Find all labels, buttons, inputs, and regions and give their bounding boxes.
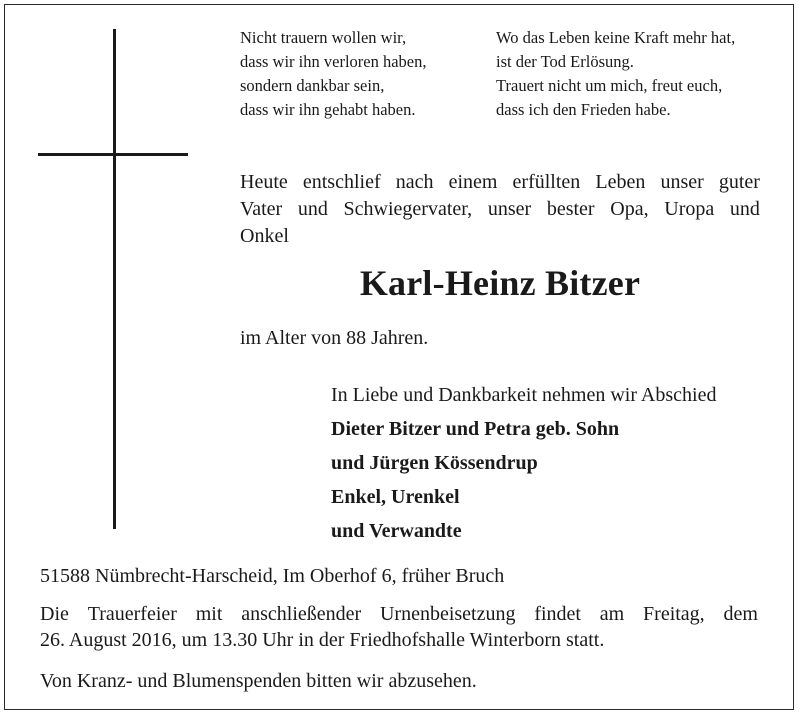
poem-right-line: Wo das Leben keine Kraft mehr hat, [496,28,736,47]
announcement-line [240,223,760,250]
word: erfüllten [512,171,581,193]
word: und [297,198,328,220]
word: Uropa [664,198,715,220]
ceremony-line-text: 26. August 2016, um 13.30 Uhr in der Friedhofshalle Winterborn statt. [40,629,605,651]
word: Heute [240,171,288,193]
poem-left [240,26,427,122]
word: Leben [595,171,646,193]
announcement-text [240,169,760,250]
poem-right-line: dass ich den Frieden habe. [496,100,671,119]
poem-left-line: dass wir ihn gehabt haben. [240,100,416,119]
word: am [599,603,625,625]
word: unser [660,171,704,193]
word: Vater [240,198,283,220]
poem-right [496,26,735,122]
ceremony-line [40,627,758,653]
poem-left-line: dass wir ihn verloren haben, [240,52,427,71]
poem-left-line: sondern dankbar sein, [240,76,385,95]
word: Onkel [240,225,289,247]
word: entschlief [302,171,381,193]
address-line: 51588 Nümbrecht-Harscheid, Im Oberhof 6, früher Bruch [40,565,505,587]
word: Die [40,603,69,625]
word: Freitag, [643,603,705,625]
poem-right-line: ist der Tod Erlösung. [496,52,634,71]
word: unser [487,198,532,220]
donations-note: Von Kranz- und Blumenspenden bitten wir abzusehen. [40,670,477,692]
mourner-line: und Jürgen Kössendrup [331,452,538,474]
farewell-intro: In Liebe und Dankbarkeit nehmen wir Abschied [331,384,717,406]
mourner-line: und Verwandte [331,520,462,542]
word: und [729,198,760,220]
cross-vertical-bar [113,29,116,529]
word: guter [718,171,760,193]
cross-horizontal-bar [38,153,188,156]
announcement-line [240,196,760,223]
word: nach [395,171,434,193]
announcement-line [240,169,760,196]
ceremony-line [40,601,758,627]
word: Trauerfeier [87,603,177,625]
poem-left-line: Nicht trauern wollen wir, [240,28,407,47]
word: bester [546,198,595,220]
word: Urnenbeisetzung [379,603,516,625]
farewell-block [331,378,716,548]
word: Schwiegervater, [343,198,473,220]
word: mit [195,603,223,625]
word: einem [448,171,498,193]
word: findet [534,603,581,625]
mourner-line: Enkel, Urenkel [331,486,460,508]
age-text: im Alter von 88 Jahren. [240,327,429,349]
word: anschließender [241,603,362,625]
ceremony-text [40,601,758,653]
word: Opa, [610,198,649,220]
mourner-line: Dieter Bitzer und Petra geb. Sohn [331,418,620,440]
word: dem [723,603,758,625]
deceased-name: Karl-Heinz Bitzer [359,263,641,303]
poem-right-line: Trauert nicht um mich, freut euch, [496,76,723,95]
